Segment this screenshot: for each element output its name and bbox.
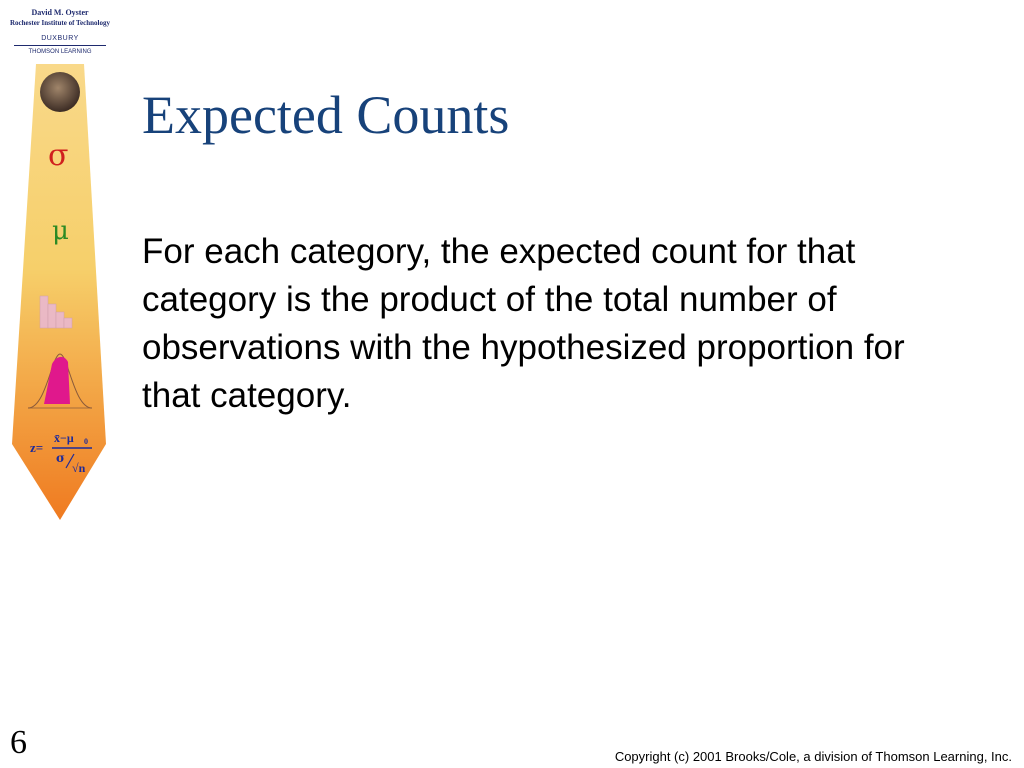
svg-text:z=: z=: [30, 440, 44, 455]
mu-icon: μ: [52, 216, 69, 246]
slide-body-text: For each category, the expected count for that category is the product of the total number of observations with the hypothesized proportion for that category.: [142, 232, 905, 415]
sigma-icon: σ: [48, 138, 69, 173]
svg-text:√n: √n: [72, 461, 86, 475]
branding-divider: [14, 45, 106, 46]
author-name: David M. Oyster: [31, 8, 89, 17]
copyright-notice: Copyright (c) 2001 Brooks/Cole, a division of Thomson Learning, Inc.: [614, 749, 1012, 764]
institution-name: Rochester Institute of Technology: [9, 19, 110, 27]
publisher-name: DUXBURY: [41, 35, 79, 42]
globe-icon: [40, 72, 80, 112]
slide-title: Expected Counts: [142, 85, 510, 145]
z-score-formula-icon: [30, 428, 94, 476]
publisher-branding: [8, 8, 112, 56]
svg-text:x̄−μ: x̄−μ: [54, 431, 74, 445]
slide-number: 6: [10, 724, 27, 761]
svg-text:σ: σ: [56, 451, 65, 465]
publisher-subname: THOMSON LEARNING: [28, 49, 92, 55]
svg-text:0: 0: [84, 437, 88, 446]
